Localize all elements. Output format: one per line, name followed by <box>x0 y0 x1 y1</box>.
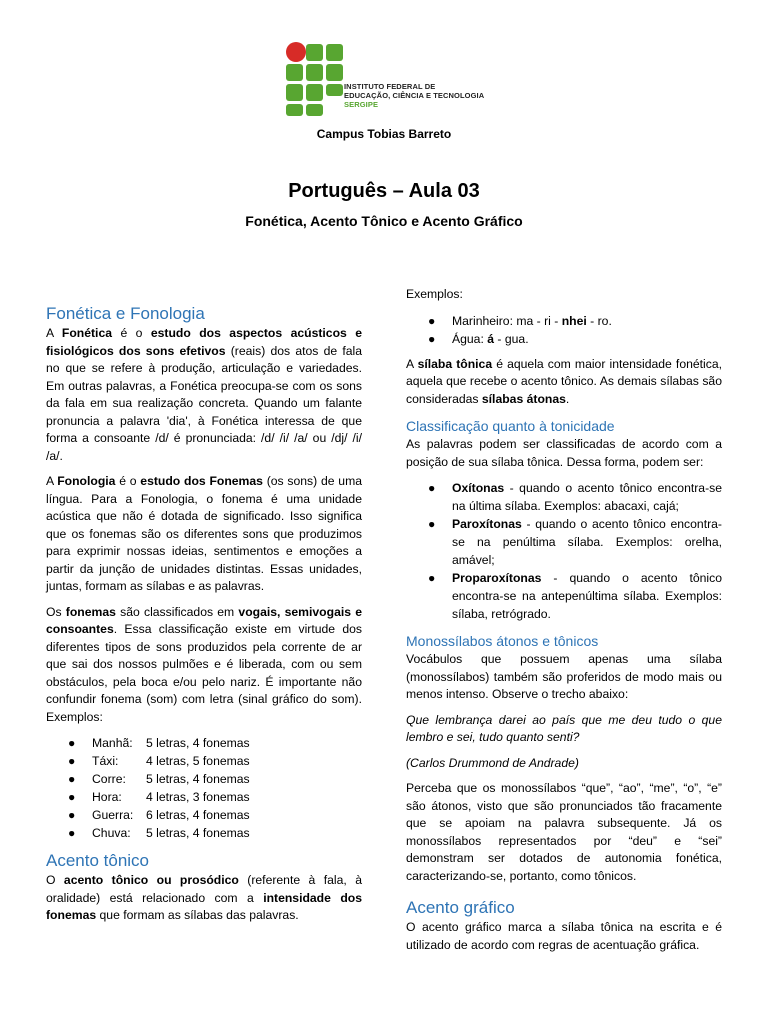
list-item: ● Manhã: 5 letras, 4 fonemas <box>68 736 250 750</box>
paragraph-classificacao: As palavras podem ser classificadas de acordo com a posição de sua sílaba tônica. Dessa forma, podem ser: <box>406 437 722 469</box>
paragraph-monossilabos-analise: Perceba que os monossílabos “que”, “ao”, “me”, “o”, “e” são átonos, visto que são pronunciados tão fracamente que se apoiam na palavra subsequente. Já os monossílabos representados por “deu” e “sei” demonstram ser dotados de autonomia fonética, caracterizando-se, portanto, como tônicos. <box>406 781 722 883</box>
syllable-examples-list <box>406 312 722 348</box>
page-subtitle: Fonética, Acento Tônico e Acento Gráfico <box>245 213 523 229</box>
bullet-icon: ● <box>428 313 436 328</box>
list-item: ● Água: á - gua. <box>428 331 529 346</box>
institute-logo <box>286 42 486 117</box>
list-item: ● Oxítonas - quando o acento tônico encontra-se na última sílaba. Exemplos: abacaxi, cajá; <box>428 481 722 513</box>
logo-red-circle <box>286 42 306 62</box>
bullet-icon: ● <box>428 517 436 531</box>
bullet-icon: ● <box>68 826 76 840</box>
bullet-icon: ● <box>68 808 76 822</box>
list-item: ● Corre: 5 letras, 4 fonemas <box>68 772 250 786</box>
classification-list <box>406 479 722 623</box>
list-item: ● Marinheiro: ma - ri - nhei - ro. <box>428 313 612 328</box>
bullet-icon: ● <box>68 790 76 804</box>
logo-green-square <box>286 84 303 101</box>
logo-green-square <box>286 104 303 116</box>
bullet-icon: ● <box>68 754 76 768</box>
logo-green-square <box>306 84 323 101</box>
examples-label: Exemplos: <box>406 287 463 301</box>
logo-line: INSTITUTO FEDERAL DE <box>344 82 436 91</box>
paragraph-fonetica: A Fonética é o estudo dos aspectos acústicos e fisiológicos dos sons efetivos (reais) dos atos de fala no que se refere à produção, articulação e variedades. Em outras palavras, a Fonética preocupa-se com os sons da fala em sua realização concreta. Quando um falante pronuncia a palavra 'dia', à Fonética interessa de que forma a consoante /d/ é pronunciada: /d/ /i/ /a/ ou /dj/ /i/ /a/. <box>46 326 363 463</box>
logo-line-sergipe: SERGIPE <box>344 100 379 109</box>
list-item: ● Proparoxítonas - quando o acento tônico encontra-se na antepenúltima sílaba. Exemplos: sílaba, retrógrado. <box>428 571 722 621</box>
heading-acento-tonico: Acento tônico <box>46 851 150 870</box>
heading-acento-grafico: Acento gráfico <box>406 898 515 917</box>
heading-classificacao: Classificação quanto à tonicidade <box>406 418 615 434</box>
logo-green-square <box>286 64 303 81</box>
bullet-icon: ● <box>68 736 76 750</box>
logo-green-square <box>306 44 323 61</box>
campus-name: Campus Tobias Barreto <box>316 127 452 141</box>
logo-green-square <box>326 64 343 81</box>
examples-list <box>46 734 362 842</box>
quote: Que lembrança darei ao país que me deu tudo o que lembro e sei, tudo quanto senti? <box>406 712 722 744</box>
logo-line: EDUCAÇÃO, CIÊNCIA E TECNOLOGIA <box>344 91 485 100</box>
bullet-icon: ● <box>428 331 436 346</box>
paragraph-fonologia: A Fonologia é o estudo dos Fonemas (os sons) de uma língua. Para a Fonologia, o fonema é uma unidade acústica que não é dotada de significado. Isso significa que os fonemas são os diferentes sons que produzimos para exprimir nossas ideias, sentimentos e emoções a partir da junção de unidades distintas. Essas unidades, juntas, formam as sílabas e as palavras. <box>46 474 363 593</box>
left-column <box>46 303 362 933</box>
right-column <box>406 286 722 962</box>
paragraph-monossilabos: Vocábulos que possuem apenas uma sílaba (monossílabos) também são proferidos de modo mais ou menos intenso. Observe o trecho abaixo: <box>406 652 722 701</box>
logo-green-square <box>306 64 323 81</box>
paragraph-acento-grafico: O acento gráfico marca a sílaba tônica na escrita e é utilizado de acordo com regras de acentuação gráfica. <box>406 920 722 952</box>
list-item: ● Chuva: 5 letras, 4 fonemas <box>68 826 250 840</box>
list-item: ● Paroxítonas - quando o acento tônico encontra-se na penúltima sílaba. Exemplos: orelha, amável; <box>428 517 722 567</box>
paragraph-acento-tonico: O acento tônico ou prosódico (referente à fala, à oralidade) está relacionado com a intensidade dos fonemas que formam as sílabas das palavras. <box>46 873 363 922</box>
bullet-icon: ● <box>68 772 76 786</box>
bullet-icon: ● <box>428 481 436 495</box>
list-item: ● Guerra: 6 letras, 4 fonemas <box>68 808 250 822</box>
list-item: ● Hora: 4 letras, 3 fonemas <box>68 790 250 804</box>
logo-green-square <box>306 104 323 116</box>
list-item: ● Táxi: 4 letras, 5 fonemas <box>68 754 250 768</box>
page-title: Português – Aula 03 <box>288 180 480 202</box>
quote-author: (Carlos Drummond de Andrade) <box>406 755 579 770</box>
paragraph-fonemas: Os fonemas são classificados em vogais, semivogais e consoantes. Essa classificação existe em virtude dos diferentes tipos de sons produzidos pela corrente de ar que sai dos nossos pulmões e é liberada, com ou sem obstáculos, pela boca e/ou pelo nariz. É importante não confundir fonema (som) com letra (sinal gráfico do som). Exemplos: <box>46 604 362 724</box>
paragraph-silaba-tonica: A sílaba tônica é aquela com maior intensidade fonética, aquela que recebe o acento tônico. As demais sílabas são consideradas sílabas átonas. <box>406 356 723 406</box>
bullet-icon: ● <box>428 571 436 585</box>
heading-fonetica-fonologia: Fonética e Fonologia <box>46 304 205 323</box>
logo-green-square <box>326 84 343 96</box>
logo-text <box>344 82 484 109</box>
heading-monossilabos: Monossílabos átonos e tônicos <box>406 633 599 649</box>
logo-green-square <box>326 44 343 61</box>
